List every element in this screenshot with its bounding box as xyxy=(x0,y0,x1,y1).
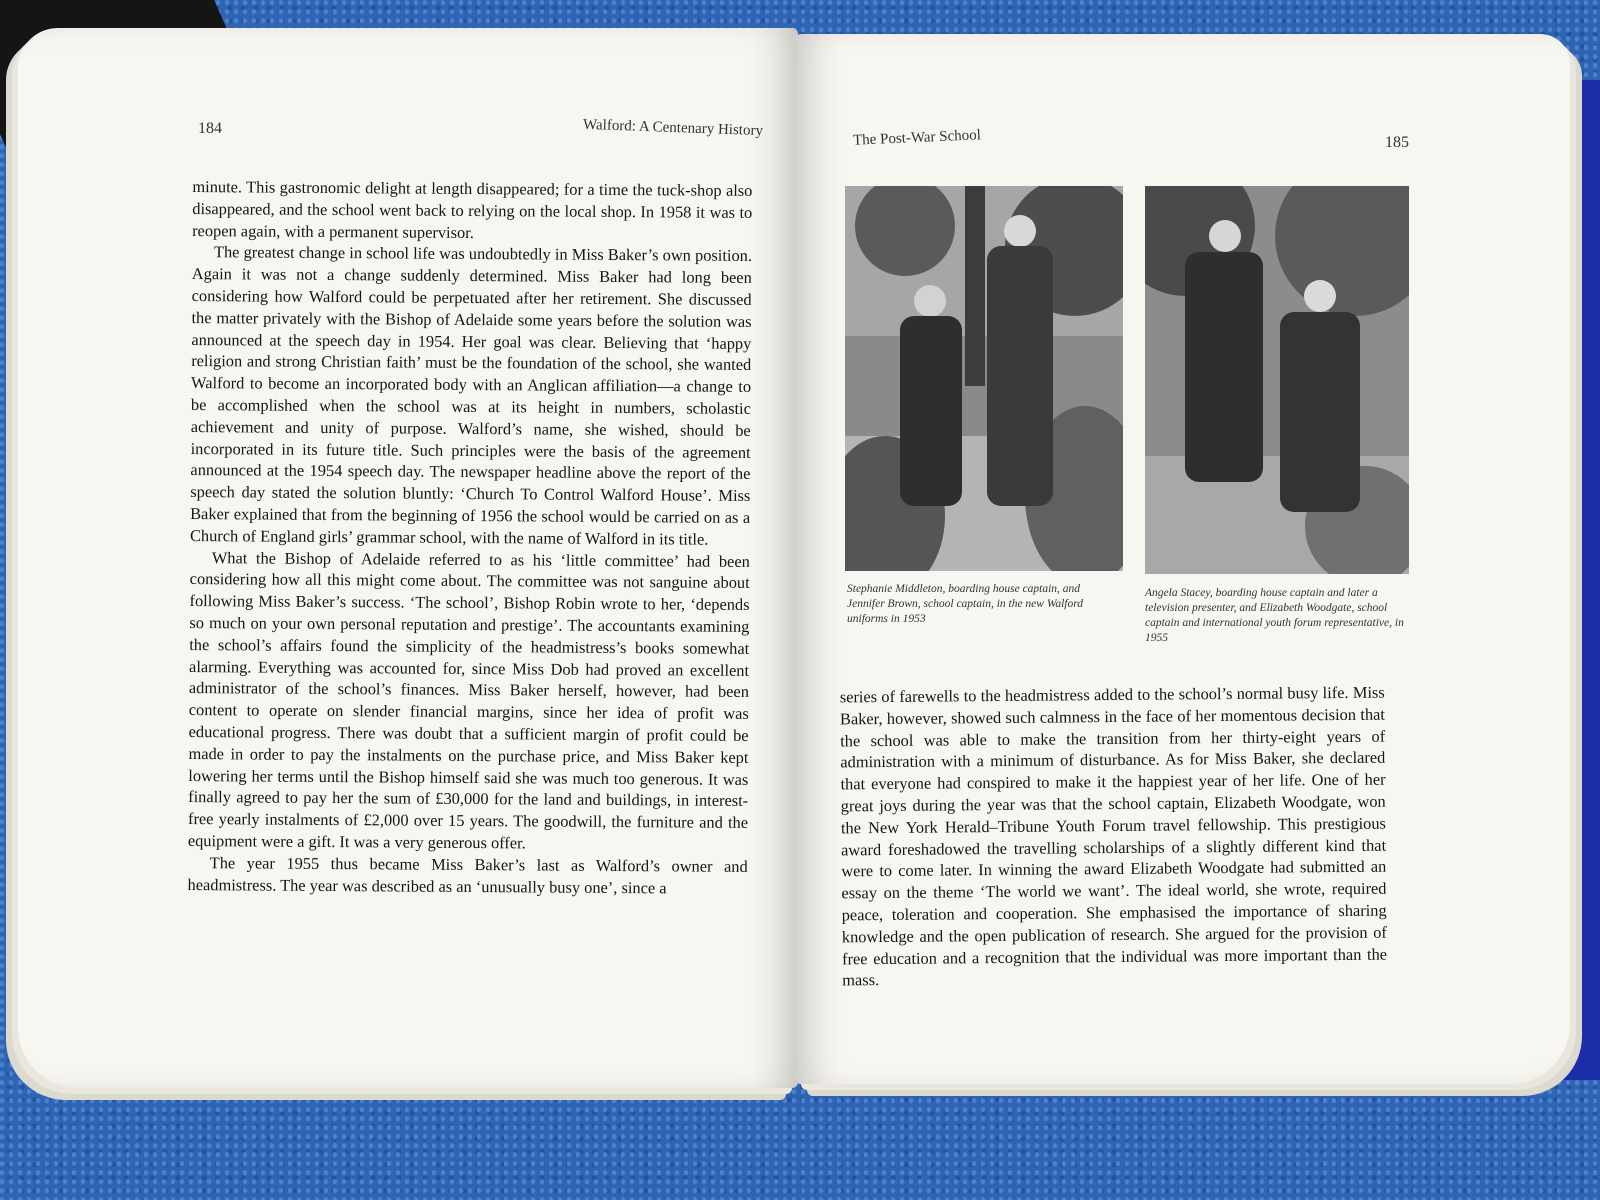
right-running-head: The Post-War School xyxy=(852,127,982,149)
caption-1953: Stephanie Middleton, boarding house captain, and Jennifer Brown, school captain, in the new Walford uniforms in 1953 xyxy=(847,583,1084,625)
paragraph: The year 1955 thus became Miss Baker’s last as Walford’s owner and headmistress. The year was described as an ‘unusually busy one’, since a xyxy=(187,852,748,897)
paragraph: What the Bishop of Adelaide referred to as his ‘little committee’ had been considering how all this might come about. The committee was not sanguine about following Miss Baker’s success. ‘The school’, Bishop Robin wrote to her, ‘depends so much on your own personal reputation and prestige’. The accountants examining the school’s affairs found the simplicity of the headmistress’s books somewhat alarming. Everything was accounted for, since Miss Dob had proved an excellent administrator of the school’s finances. Miss Baker herself, however, had been content to operate on slender financial margins, since her idea of profit was educational progress. There was doubt that a sufficient margin of profit could be made in order to pay the instalments on the purchase price, and Miss Baker kept lowering her terms until the Bishop himself said she was much too generous. It was finally agreed to pay her the sum of £30,000 for the land and buildings, in interest-free yearly instalments of £2,000 over 15 years. The goodwill, the furniture and the equipment were a gift. It was a very generous offer. xyxy=(187,547,750,853)
caption-1955: Angela Stacey, boarding house captain and later a television presenter, and Elizabeth Woodgate, school captain and international youth forum representative, in 1955 xyxy=(1145,587,1404,644)
photo-1953-captains xyxy=(845,186,1123,571)
right-page xyxy=(795,34,1570,1084)
left-page-number: 184 xyxy=(198,120,222,137)
paragraph: minute. This gastronomic delight at length disappeared; for a time the tuck-shop also disappeared, and the school went back to relying on the local shop. In 1958 it was to reopen again, with a permanent supervisor. xyxy=(192,177,753,242)
left-body-text xyxy=(187,176,752,899)
paragraph: The greatest change in school life was undoubtedly in Miss Baker’s own position. Again it was not a change suddenly determined. Miss Baker had long been considering how Walford could be perpetuated after her retirement. She discussed the matter privately with the Bishop of Adelaide some years before the solution was announced at the speech day in 1954. Her goal was clear. Believing that ‘happy religion and strong Christian faith’ must be the foundation of the school, she wanted Walford to become an incorporated body with an Anglican affiliation—a change to be accomplished when the school was at its height in numbers, scholastic achievement and unity of purpose. Walford’s name, she wished, should be incorporated in its future title. Such principles were the basis of the agreement announced at the 1954 speech day. The newspaper headline above the report of the speech day stated the solution bluntly: ‘Church To Control Walford House’. Miss Baker explained that from the beginning of 1956 the school would be carried on as a Church of England girls’ grammar school, with the name of Walford in its title. xyxy=(189,242,753,549)
right-page-number: 185 xyxy=(1385,134,1409,151)
photo-1955-captains xyxy=(1145,186,1409,574)
right-body-text xyxy=(840,682,1388,992)
paragraph: series of farewells to the headmistress added to the school’s normal busy life. Miss Baker, however, showed such calmness in the face of her momentous decision that the school was able to make the transition from her thirty-eight years of administration with a minimum of disturbance. As for Miss Baker, she declared that everyone had conspired to make it the happiest year of her life. One of her great joys during the year was that the school captain, Elizabeth Woodgate, won the New York Herald–Tribune Youth Forum travel fellowship. This prestigious award foreshadowed the travelling scholarships of a slightly different kind that were to come later. In winning the award Elizabeth Woodgate had submitted an essay on the theme ‘The world we want’. The ideal world, she wrote, required peace, toleration and cooperation. She emphasised the importance of sharing knowledge and the open publication of research. She argued for the provision of free education and a recognition that the individual was more important than the mass. xyxy=(839,682,1388,990)
left-running-head: Walford: A Centenary History xyxy=(582,116,764,140)
left-page xyxy=(18,28,798,1088)
